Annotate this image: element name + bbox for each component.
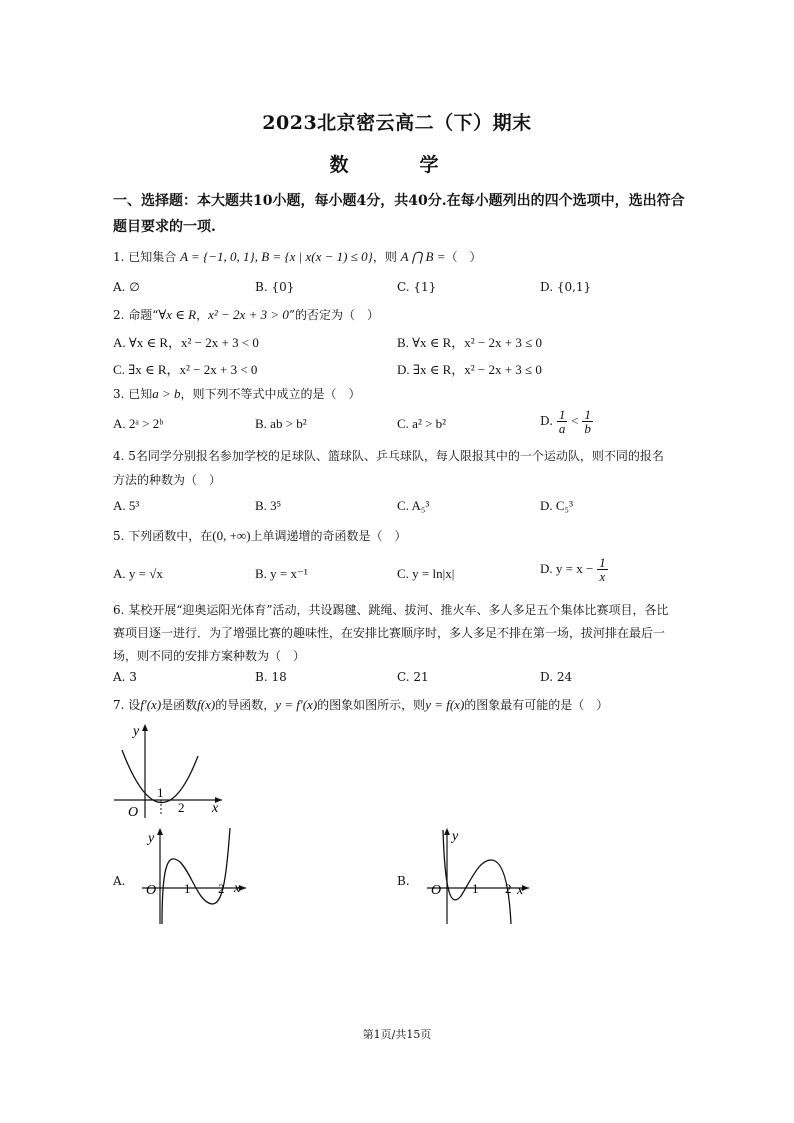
tick-2-label: 2 xyxy=(178,800,185,815)
tick-1-label: 1 xyxy=(472,881,479,896)
subject-title: 数 学 xyxy=(329,154,465,176)
cubic-curve xyxy=(162,828,230,924)
q5-frac-den: x xyxy=(599,569,606,584)
question-3 xyxy=(113,385,361,402)
q5-frac xyxy=(597,556,608,583)
q7-stem-b: 是函数 xyxy=(161,698,198,712)
question-4-line-2: 方法的种数为（ ） xyxy=(113,473,222,487)
q6-option-d[interactable]: D. 24 xyxy=(540,670,573,684)
question-6-line-3: 场，则不同的安排方案种数为（ ） xyxy=(113,649,306,663)
q1-stem-b: ，则 xyxy=(372,250,397,264)
q2-option-c[interactable]: C. ∃x ∈ R，x² − 2x + 3 < 0 xyxy=(113,362,258,377)
derivative-graph xyxy=(110,720,230,820)
q3-option-d[interactable] xyxy=(540,408,593,435)
q7-stem: 7. 设 xyxy=(113,698,141,712)
q6-option-a[interactable]: A. 3 xyxy=(113,670,137,684)
y-axis-arrow xyxy=(157,828,163,835)
q3-frac-a xyxy=(557,408,568,435)
y-label: y xyxy=(148,831,155,846)
tick-2-label: 2 xyxy=(505,881,512,896)
q1-option-c[interactable]: C. {1} xyxy=(397,280,437,294)
q7-option-b-graph[interactable] xyxy=(425,824,537,928)
q7-stem-e: 的图象最有可能的是（ ） xyxy=(464,698,609,712)
q3-stem: 3. 已知 xyxy=(113,387,153,401)
q2-stem: 2. 命题“ xyxy=(113,308,159,322)
q1-option-b[interactable]: B. {0} xyxy=(255,280,295,294)
tick-1-label: 1 xyxy=(184,881,191,896)
x-label: x xyxy=(517,883,524,898)
q3-option-d-label: D. xyxy=(540,414,554,428)
y-label: y xyxy=(133,724,140,739)
q4-option-b[interactable]: B. 3⁵ xyxy=(255,498,282,513)
q1-stem: 1. 已知集合 xyxy=(113,250,177,264)
question-2 xyxy=(113,306,379,323)
q1-expr: A ⋂ B = xyxy=(400,249,446,264)
q3-frac-b-den: b xyxy=(584,421,591,436)
q7-option-b-label[interactable]: B. xyxy=(397,874,410,888)
q5-stem-b: 上单调递增的奇函数是（ ） xyxy=(250,529,407,543)
origin-label: O xyxy=(431,883,442,898)
q3-option-c[interactable]: C. a² > b² xyxy=(397,416,447,431)
q1-option-d[interactable]: D. {0,1} xyxy=(540,280,592,294)
q5-option-a[interactable]: A. y = √x xyxy=(113,566,163,581)
q5-option-d-label: D. y = x − xyxy=(540,561,594,576)
q3-frac-a-den: a xyxy=(558,421,566,436)
origin-label: O xyxy=(128,805,139,820)
q4-option-c[interactable]: C. A₅³ xyxy=(397,498,430,513)
question-4-line-1: 4. 5名同学分别报名参加学校的足球队、篮球队、乒乓球队，每人限报其中的一个运动队，则不同的报名 xyxy=(113,449,664,463)
q2-option-d[interactable]: D. ∃x ∈ R，x² − 2x + 3 ≤ 0 xyxy=(397,362,542,377)
q5-option-c[interactable]: C. y = ln|x| xyxy=(397,566,455,581)
y-axis-arrow xyxy=(142,724,148,731)
page-footer: 第1页/共15页 xyxy=(362,1028,432,1041)
q2-comma: ， xyxy=(196,308,209,322)
tick-1-label: 1 xyxy=(157,785,164,800)
q7-f: f(x) xyxy=(197,697,216,712)
q2-option-b[interactable]: B. ∀x ∈ R，x² − 2x + 3 ≤ 0 xyxy=(397,335,543,350)
q3-expr: a > b xyxy=(152,386,181,401)
x-label: x xyxy=(212,801,219,816)
question-5 xyxy=(113,527,407,544)
q7-y-fp: y = f′(x) xyxy=(275,697,318,712)
q2-stem-c: ”的否定为（ ） xyxy=(288,308,380,322)
y-axis-arrow xyxy=(444,828,450,835)
q7-stem-c: 的导函数， xyxy=(215,698,276,712)
question-1 xyxy=(113,248,482,265)
q5-option-b[interactable]: B. y = x⁻¹ xyxy=(255,566,308,581)
q5-option-d[interactable] xyxy=(540,556,608,583)
q3-frac-b xyxy=(582,408,593,435)
q2-expr-b: x² − 2x + 3 > 0 xyxy=(208,307,289,322)
question-6-line-2: 赛项目逐一进行．为了增强比赛的趣味性，在安排比赛顺序时，多人多足不排在第一场，拔河排在最后一 xyxy=(113,626,666,640)
x-label: x xyxy=(234,881,241,896)
page-title: 2023北京密云高二（下）期末 xyxy=(262,112,532,134)
question-7 xyxy=(113,696,608,713)
q7-option-a-label[interactable]: A. xyxy=(113,874,126,888)
q6-option-c[interactable]: C. 21 xyxy=(397,670,429,684)
tick-2-label: 2 xyxy=(218,881,225,896)
q3-option-b[interactable]: B. ab > b² xyxy=(255,416,307,431)
q1-set-b: , B = {x | x(x − 1) ≤ 0} xyxy=(254,249,373,264)
q6-option-b[interactable]: B. 18 xyxy=(255,670,287,684)
q7-option-a-graph[interactable] xyxy=(140,824,252,928)
q5-frac-num: 1 xyxy=(599,555,606,570)
q1-option-a[interactable]: A. ∅ xyxy=(113,280,140,294)
q3-lt: < xyxy=(571,413,579,428)
q3-option-a[interactable]: A. 2ᵃ > 2ᵇ xyxy=(113,416,164,431)
q7-stem-d: 的图象如图所示，则 xyxy=(317,698,426,712)
origin-label: O xyxy=(146,883,157,898)
y-label: y xyxy=(452,829,459,844)
q4-option-d[interactable]: D. C₅³ xyxy=(540,498,573,513)
q4-option-a[interactable]: A. 5³ xyxy=(113,498,140,513)
cubic-curve xyxy=(443,830,511,924)
q3-frac-b-num: 1 xyxy=(584,407,591,422)
q7-f-prime: f′(x) xyxy=(140,697,162,712)
q1-set-a: A = {−1, 0, 1} xyxy=(180,249,255,264)
question-6-line-1: 6. 某校开展“迎奥运阳光体育”活动，共设踢毽、跳绳、拔河、推火车、多人多足五个集体比赛项目，各比 xyxy=(113,603,669,617)
q1-paren: （ ） xyxy=(445,250,482,264)
q7-y-f: y = f(x) xyxy=(425,697,465,712)
q2-option-a[interactable]: A. ∀x ∈ R，x² − 2x + 3 < 0 xyxy=(113,335,259,350)
section-heading: 一、选择题：本大题共10小题，每小题4分，共40分.在每小题列出的四个选项中，选出符合题目要求的一项. xyxy=(113,193,685,235)
q5-interval: (0, +∞) xyxy=(212,528,251,543)
q2-expr-a: ∀x ∈ R xyxy=(158,307,197,322)
q3-stem-b: ，则下列不等式中成立的是（ ） xyxy=(180,387,361,401)
q3-frac-a-num: 1 xyxy=(558,407,566,422)
q5-stem: 5. 下列函数中，在 xyxy=(113,529,213,543)
